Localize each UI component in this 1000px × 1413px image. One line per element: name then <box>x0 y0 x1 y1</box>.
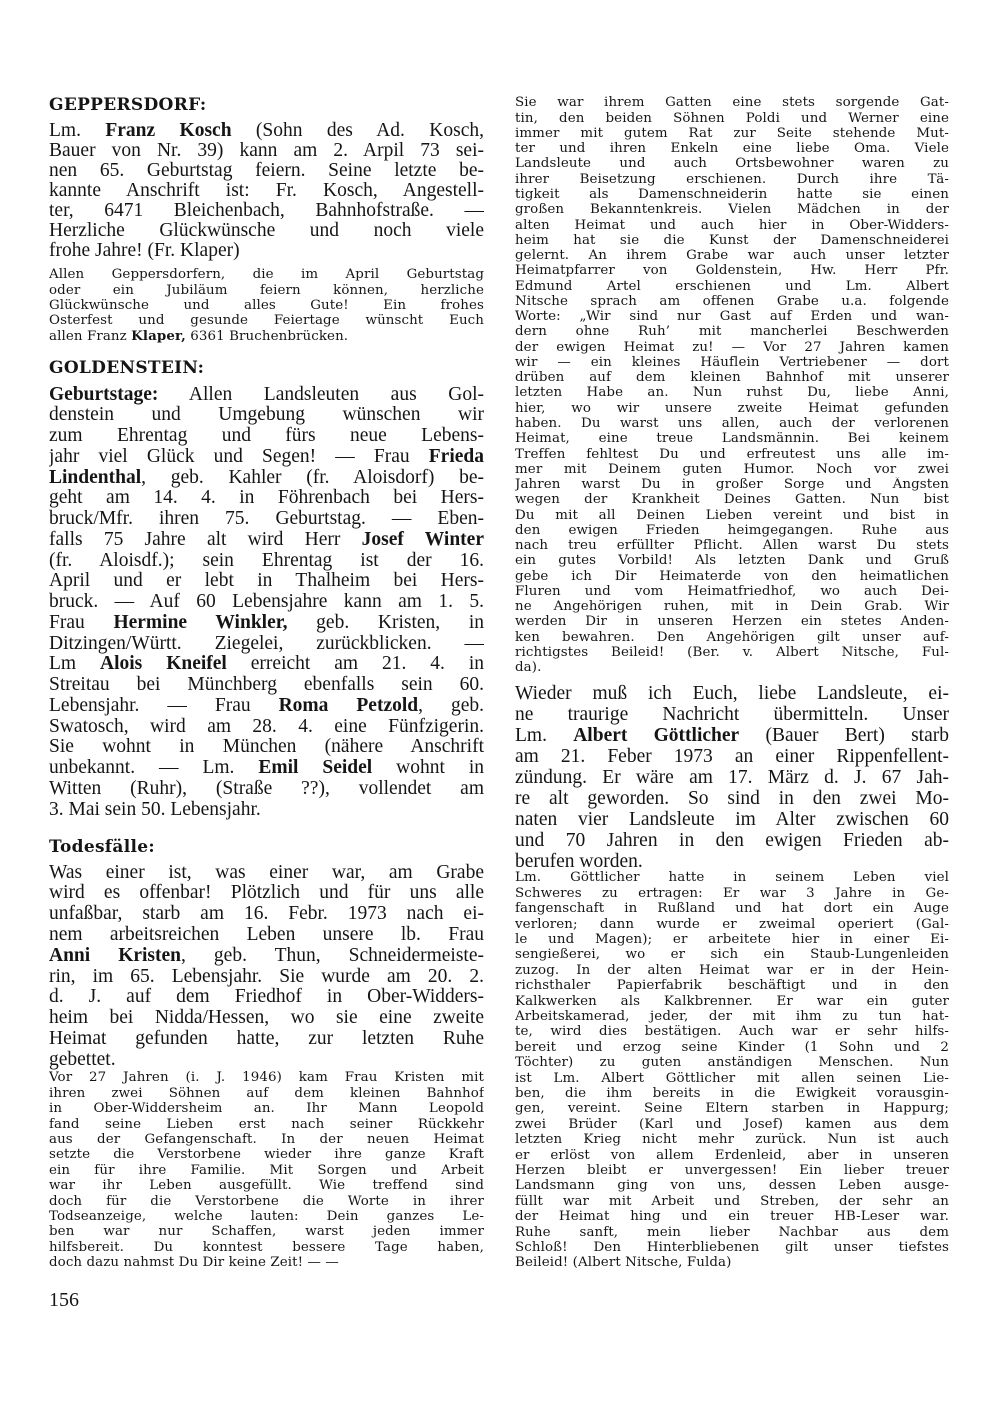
text-segment: (Sohn des Ad. Kosch, <box>231 121 484 141</box>
text-line: zwei Brüder (Karl und Josef) kamen aus dem <box>515 1116 949 1132</box>
text-line <box>49 121 484 141</box>
text-line: frohe Jahre! (Fr. Klaper) <box>49 241 240 261</box>
obituary-anni-kristen <box>49 863 484 1071</box>
text-line: alten Heimat und auch hier in Ober-Widders- <box>515 217 949 233</box>
text-line: Schweres zu ertragen: Er war 3 Jahre in Ge- <box>515 885 949 901</box>
text-line: dern ohne Ruh’ mit mancherlei Beschwerden <box>515 324 949 340</box>
text-line: gen, vereint. Seine Eltern starben in Happurg; <box>515 1101 949 1117</box>
text-line: letzten Habe an. Nun ruhst Du, liebe Anni, <box>515 385 949 401</box>
text-line: Witten (Ruhr), (Straße ??), vollendet am <box>49 778 484 799</box>
bold-name: Anni Kristen <box>49 945 182 966</box>
obituary-albert-goettlicher-details <box>515 870 949 1271</box>
text-segment: Frau <box>49 612 114 633</box>
text-line: haben. Du warst uns allen, auch der verlorenen <box>515 415 949 431</box>
text-line: Jahren warst Du in großer Sorge und Ängsten <box>515 477 949 493</box>
text-segment: Lebensjahr. — Frau <box>49 695 279 716</box>
text-line: Heimat gefunden hatte, zur letzten Ruhe <box>49 1028 484 1049</box>
text-line: wir — ein kleines Häuflein Vertriebener — dort <box>515 354 949 370</box>
text-line: nen 65. Geburtstag feiern. Seine letzte be- <box>49 161 484 181</box>
text-segment: , geb. <box>418 695 484 716</box>
text-line: hier, wo wir unsere zweite Heimat gefunden <box>515 400 949 416</box>
text-line: Todseanzeige, welche lauten: Dein ganzes Le- <box>49 1208 484 1224</box>
bold-name: Geburtstage: <box>49 384 159 405</box>
text-line: letzten Krieg nicht mehr zurück. Nun ist auch <box>515 1132 949 1148</box>
text-line: doch für die Verstorbene die Worte in ihrer <box>49 1193 484 1209</box>
text-line: denstein und Umgebung wünschen wir <box>49 405 484 426</box>
text-line: Allen Geppersdorfern, die im April Geburtstag <box>49 267 484 283</box>
text-line: sengießerei, wo er sich ein Staub-Lungenleiden <box>515 947 949 963</box>
text-segment: Lm. <box>515 724 574 746</box>
text-line: Fluren und vom Heimatfriedhof, wo auch Dei- <box>515 583 949 599</box>
text-line: Wieder muß ich Euch, liebe Landsleute, ei- <box>515 682 949 704</box>
text-line: Arbeitskamerad, jeder, der mit ihm zu tun hat- <box>515 1008 949 1024</box>
text-segment: allen Franz <box>49 328 132 344</box>
text-line: naten vier Landsleute im Alter zwischen 60 <box>515 809 949 831</box>
text-line: Swatosch, wird am 28. 4. eine Fünfzigerin. <box>49 716 484 737</box>
text-line: ben, die ihm bereits in die Ewigkeit vorausgin- <box>515 1085 949 1101</box>
text-line: tigkeit als Damenschneiderin hatte sie einen <box>515 186 949 202</box>
text-line: Edmund Artel erschienen und Lm. Albert <box>515 278 949 294</box>
text-segment: falls 75 Jahre alt wird Herr <box>49 529 362 550</box>
bold-name: Franz Kosch <box>105 121 232 141</box>
text-line <box>49 468 484 489</box>
text-line <box>49 654 484 675</box>
text-line: berufen worden. <box>515 851 643 873</box>
bold-name: Lindenthal <box>49 467 142 488</box>
page-number: 156 <box>49 1289 79 1311</box>
text-line: te, wird dies bestätigen. Auch war er sehr hilfs- <box>515 1024 949 1040</box>
text-line: mer mit Deinem guten Humor. Noch vor zwei <box>515 461 949 477</box>
text-line: Sie war ihrem Gatten eine stets sorgende Gat- <box>515 95 949 111</box>
text-line: (fr. Aloisdf.); sein Ehrentag ist der 16. <box>49 550 484 571</box>
text-segment: geb. Kristen, in <box>287 612 484 633</box>
text-line: aus der Gefangenschaft. In der neuen Heimat <box>49 1131 484 1147</box>
text-line: der ewigen Heimat zu! — Vor 27 Jahren kamen <box>515 339 949 355</box>
text-line: Streitau bei Münchberg ebenfalls sein 60. <box>49 675 484 696</box>
text-line <box>49 946 484 967</box>
text-line: Ruhe sanft, mein lieber Nachbar aus dem <box>515 1224 949 1240</box>
text-line: ihrer Beisetzung erschienen. Durch ihre Tä- <box>515 171 949 187</box>
text-line: bruck. — Auf 60 Lebensjahre kann am 1. 5. <box>49 592 484 613</box>
text-line <box>49 758 484 779</box>
text-line: Herzliche Glückwünsche und noch viele <box>49 221 484 241</box>
text-line: richtigstes Beileid! (Ber. v. Albert Nitsche, Ful- <box>515 644 949 660</box>
text-line: Kalkwerken als Kalkbrenner. Er war ein guter <box>515 993 949 1009</box>
text-segment: Lm <box>49 654 101 675</box>
text-line: Sie wohnt in München (nähere Anschrift <box>49 737 484 758</box>
text-line: Worte: „Wir sind nur Gast auf Erden und wan- <box>515 309 949 325</box>
text-line: den ewigen Frieden heimgegangen. Ruhe aus <box>515 522 949 538</box>
text-segment: , geb. Kahler (fr. Aloisdorf) be- <box>141 467 484 488</box>
goldenstein-birthdays <box>49 385 484 821</box>
text-line: Töchter) zu guten anständigen Menschen. Nun <box>515 1055 949 1071</box>
text-line: da). <box>515 660 542 676</box>
text-line: wird es offenbar! Plötzlich und für uns alle <box>49 883 484 904</box>
text-line <box>49 613 484 634</box>
text-line: Bauer von Nr. 39) kann am 2. Arpil 73 sei- <box>49 141 484 161</box>
text-line: immer mit gutem Rat zur Seite stehende Mut- <box>515 125 949 141</box>
text-line: drüben auf dem kleinen Bahnhof mit unserer <box>515 370 949 386</box>
text-line <box>49 447 484 468</box>
text-line: Ditzingen/Württ. Ziegelei, zurückblicken. — <box>49 633 484 654</box>
text-line: hilfsbereit. Du konntest bessere Tage haben, <box>49 1239 484 1255</box>
text-line: fand seine Lieben erst nach seiner Rückkehr <box>49 1116 484 1132</box>
geppersdorf-birthday-notice <box>49 121 484 261</box>
text-line: großen Bekanntenkreis. Vielen Mädchen in der <box>515 202 949 218</box>
text-line: Schloß! Den Hinterbliebenen gilt unser tiefstes <box>515 1240 949 1256</box>
text-line: oder ein Jubiläum feiern können, herzliche <box>49 282 484 298</box>
text-line: re alt geworden. So sind in den zwei Mo- <box>515 787 949 809</box>
text-line: Du mit all Deinen Lieben vereint und bist in <box>515 507 949 523</box>
text-line: heim hat sie die Kunst der Damenschneiderei <box>515 232 949 248</box>
text-line: Was einer ist, was einer war, am Grabe <box>49 862 484 883</box>
text-line: geht am 14. 4. in Föhrenbach bei Hers- <box>49 488 484 509</box>
text-line <box>49 696 484 717</box>
text-segment: jahr viel Glück und Segen! — Frau <box>49 446 429 467</box>
text-line: zuzog. In der alten Heimat war er in der Hein- <box>515 962 949 978</box>
text-line: 3. Mai sein 50. Lebensjahr. <box>49 799 261 820</box>
text-line: ken bewahren. Den Angehörigen gilt unser auf- <box>515 629 949 645</box>
text-line: werden Dir in unseren Herzen ein stetes Anden- <box>515 614 949 630</box>
text-line: nach treu erfüllter Pflicht. Allen warst Du stets <box>515 538 949 554</box>
text-line: Heimat, eine treue Landsmännin. Bei keinem <box>515 431 949 447</box>
text-line: ne traurige Nachricht übermitteln. Unser <box>515 703 949 725</box>
text-line: nem arbeitsreichen Leben unsere lb. Frau <box>49 924 484 945</box>
bold-name: Roma Petzold <box>278 695 419 716</box>
text-line: le und Magen); er arbeitete hier in einer Ei- <box>515 931 949 947</box>
text-segment: Allen Landsleuten aus Gol- <box>158 384 484 405</box>
text-segment: erreicht am 21. 4. in <box>226 654 484 675</box>
text-line: füllt war mit Arbeit und Streben, der sehr an <box>515 1193 949 1209</box>
text-line: und 70 Jahren in den ewigen Frieden ab- <box>515 830 949 852</box>
text-line: gelernt. An ihrem Grabe war auch unser letzter <box>515 248 949 264</box>
obituary-anni-kristen-eulogy <box>515 95 949 675</box>
text-line: d. J. auf dem Friedhof in Ober-Widders- <box>49 987 484 1008</box>
text-line: Lm. Göttlicher hatte in seinem Leben viel <box>515 870 949 886</box>
text-line: verloren; dann wurde er zweimal operiert (Gal- <box>515 916 949 932</box>
obituary-anni-kristen-details <box>49 1070 484 1270</box>
bold-name: Emil Seidel <box>258 758 373 779</box>
text-line: bereit und erzog seine Kinder (1 Sohn und 2 <box>515 1039 949 1055</box>
section-heading-goldenstein: GOLDENSTEIN: <box>49 358 205 378</box>
text-line: heim bei Nidda/Hessen, wo sie eine zweite <box>49 1008 484 1029</box>
text-line: ist Lm. Albert Göttlicher mit allen seinen Lie- <box>515 1070 949 1086</box>
text-segment: 6361 Bruchenbrücken. <box>185 328 349 344</box>
text-line <box>49 530 484 551</box>
text-line: Osterfest und gesunde Feiertage wünscht Euch <box>49 313 484 329</box>
geppersdorf-greeting <box>49 267 484 343</box>
section-heading-geppersdorf: GEPPERSDORF: <box>49 95 207 115</box>
text-line: tin, den beiden Söhnen Poldi und Werner eine <box>515 110 949 126</box>
bold-name: Josef Winter <box>361 529 484 550</box>
text-line: kannte Anschrift ist: Fr. Kosch, Angestell- <box>49 181 484 201</box>
text-line: er erlöst von allem Erdenleid, aber in unseren <box>515 1147 949 1163</box>
text-line: zum Ehrentag und fürs neue Lebens- <box>49 426 484 447</box>
text-line: ein für ihre Familie. Mit Sorgen und Arbeit <box>49 1162 484 1178</box>
text-line: Heimatpfarrer von Goldenstein, Hw. Herr Pfr. <box>515 263 949 279</box>
text-line: ein gutes Vorbild! Als letzten Dank und Gruß <box>515 553 949 569</box>
text-line: ben war nur Schaffen, warst jeden immer <box>49 1224 484 1240</box>
text-line: war ihr Leben ausgefüllt. Wie treffend sind <box>49 1178 484 1194</box>
text-line: Vor 27 Jahren (i. J. 1946) kam Frau Kristen mit <box>49 1070 484 1086</box>
text-segment: , geb. Thun, Schneidermeiste- <box>181 945 484 966</box>
text-segment: Lm. <box>49 121 106 141</box>
bold-name: Albert Göttlicher <box>573 724 740 746</box>
text-line: Nitsche sprach am offenen Grabe u.a. folgende <box>515 293 949 309</box>
text-segment: wohnt in <box>372 758 484 779</box>
text-line <box>49 385 484 406</box>
text-line: unfaßbar, starb am 16. Febr. 1973 nach ei- <box>49 904 484 925</box>
text-line: doch dazu nahmst Du Dir keine Zeit! — — <box>49 1255 339 1271</box>
text-line: rin, im 65. Lebensjahr. Sie wurde am 20. 2. <box>49 966 484 987</box>
text-line <box>49 329 484 344</box>
text-line: April und er lebt in Thalheim bei Hers- <box>49 571 484 592</box>
text-line: ter und ihren Enkeln eine liebe Oma. Viele <box>515 141 949 157</box>
text-line: bruck/Mfr. ihren 75. Geburtstag. — Eben- <box>49 509 484 530</box>
text-line: fangenschaft in Rußland und hat dort ein Auge <box>515 901 949 917</box>
bold-name: Hermine Winkler, <box>113 612 288 633</box>
text-line: setzte die Verstorbene wieder ihre ganze Kraft <box>49 1147 484 1163</box>
text-line: gebettet. <box>49 1049 116 1070</box>
text-line: in Ober-Widdersheim an. Ihr Mann Leopold <box>49 1101 484 1117</box>
section-heading-deaths: Todesfälle: <box>49 837 155 857</box>
text-segment: (Bauer Bert) starb <box>739 724 949 746</box>
text-line: Glückwünsche und alles Gute! Ein frohes <box>49 297 484 313</box>
text-line: Beileid! (Albert Nitsche, Fulda) <box>515 1255 732 1271</box>
bold-name: Klaper, <box>131 328 186 344</box>
obituary-albert-goettlicher <box>515 683 949 873</box>
text-line <box>515 725 949 746</box>
text-line: Herzen bleibt er unvergessen! Ein lieber treuer <box>515 1163 949 1179</box>
text-line: Landsleute und auch Ortsbewohner waren zu <box>515 156 949 172</box>
text-line: wegen der Krankheit Deines Gatten. Nun bist <box>515 492 949 508</box>
text-line: der Heimat hing und ein treuer HB-Leser war. <box>515 1209 949 1225</box>
text-line: ne Angehörigen ruhen, mit in Dein Grab. Wir <box>515 599 949 615</box>
text-line: am 21. Feber 1973 an einer Rippenfellent- <box>515 745 949 767</box>
bold-name: Frieda <box>428 446 484 467</box>
text-line: zündung. Er wäre am 17. März d. J. 67 Jah- <box>515 766 949 788</box>
text-line: gebe ich Dir Heimaterde von den heimatlichen <box>515 568 949 584</box>
text-line: richsthaler Papierfabrik beschäftigt und in den <box>515 978 949 994</box>
text-segment: unbekannt. — Lm. <box>49 758 259 779</box>
text-line: Treffen fehltest Du und erfreutest uns alle im- <box>515 446 949 462</box>
text-line: Landsmann ging von uns, dessen Leben ausge- <box>515 1178 949 1194</box>
text-line: ihren zwei Söhnen auf dem kleinen Bahnhof <box>49 1085 484 1101</box>
text-line: ter, 6471 Bleichenbach, Bahnhofstraße. — <box>49 201 484 221</box>
bold-name: Alois Kneifel <box>100 654 227 675</box>
